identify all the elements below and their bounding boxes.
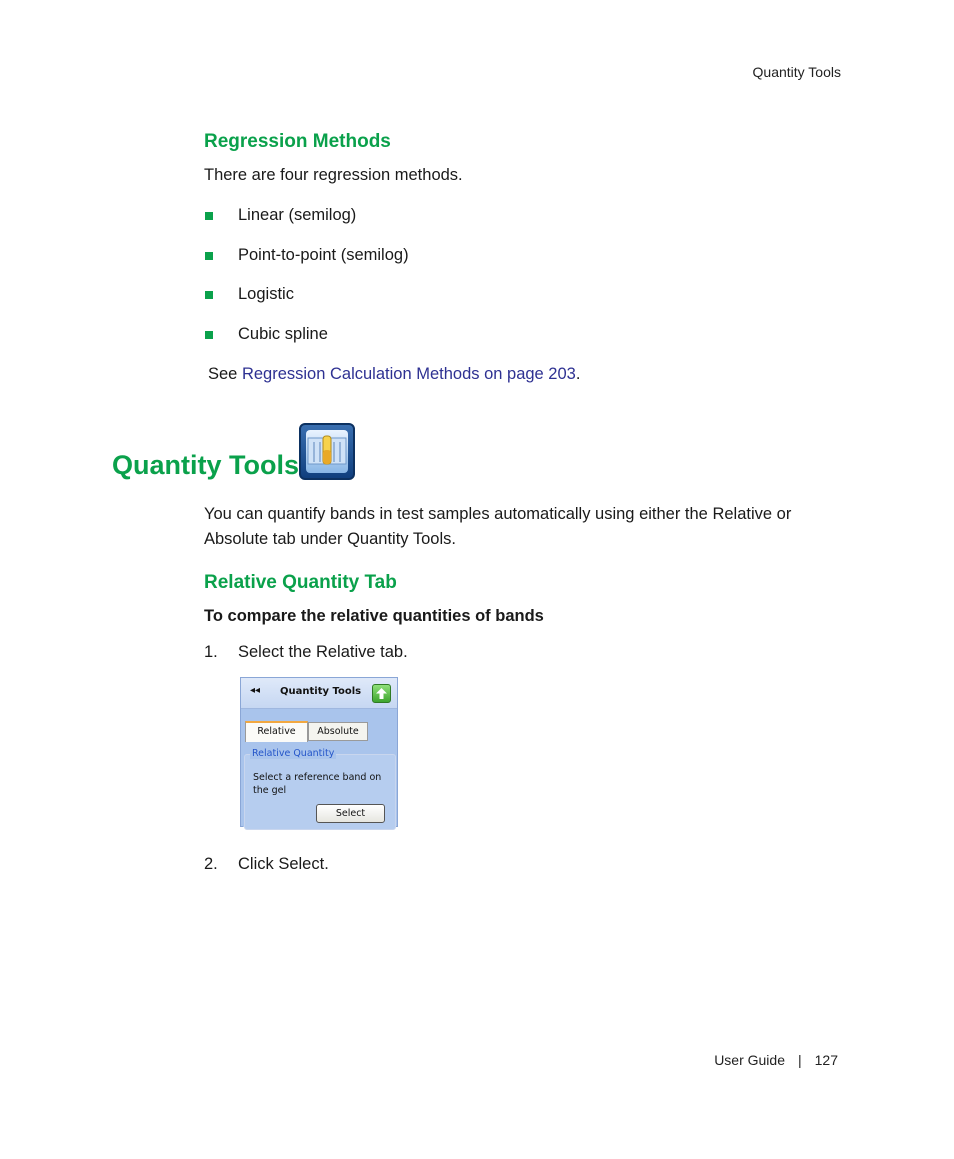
footer-separator: |: [798, 1052, 802, 1068]
see-prefix: See: [208, 365, 242, 383]
panel-header: [241, 678, 397, 709]
see-suffix: .: [575, 365, 581, 383]
quantity-tools-icon: [299, 423, 355, 480]
procedure-title: To compare the relative quantities of bands: [204, 607, 544, 625]
quantity-tools-heading: Quantity Tools: [112, 450, 299, 480]
select-button[interactable]: Select: [316, 804, 385, 823]
panel-title: Quantity Tools: [280, 686, 362, 697]
instruction-text: [253, 771, 393, 797]
step-text: Click Select.: [238, 855, 329, 873]
step-number: 2.: [204, 855, 218, 873]
instruction-line2: the gel: [253, 785, 287, 796]
page-footer: [714, 1052, 838, 1068]
list-item: Logistic: [238, 285, 294, 303]
up-arrow-icon[interactable]: [372, 684, 391, 703]
see-reference: [208, 362, 580, 387]
list-item: Linear (semilog): [238, 206, 357, 224]
group-label: Relative Quantity: [252, 748, 335, 759]
collapse-arrow-icon[interactable]: ◂◂: [250, 685, 261, 696]
page-number: 127: [814, 1052, 838, 1068]
tab-absolute[interactable]: Absolute: [308, 722, 368, 741]
step-text: Select the Relative tab.: [238, 643, 408, 661]
bullet-icon: [205, 252, 213, 260]
bullet-icon: [205, 331, 213, 339]
footer-label: User Guide: [714, 1052, 785, 1068]
list-item: Cubic spline: [238, 325, 328, 343]
regression-intro: There are four regression methods.: [204, 166, 463, 184]
tab-relative[interactable]: Relative: [245, 721, 308, 742]
regression-calculation-link[interactable]: Regression Calculation Methods on page 203: [241, 365, 576, 383]
regression-methods-heading: Regression Methods: [204, 131, 391, 152]
quantity-tools-paragraph-line1: You can quantify bands in test samples automatically using either the Relative or: [204, 505, 792, 523]
instruction-line1: Select a reference band on: [253, 772, 382, 783]
quantity-tools-paragraph-line2: Absolute tab under Quantity Tools.: [204, 530, 456, 548]
relative-quantity-tab-heading: Relative Quantity Tab: [204, 572, 397, 593]
quantity-tools-panel-screenshot: [240, 677, 398, 827]
vial-graphic: [306, 430, 348, 473]
bullet-icon: [205, 291, 213, 299]
list-item: Point-to-point (semilog): [238, 246, 409, 264]
step-number: 1.: [204, 643, 218, 661]
bullet-icon: [205, 212, 213, 220]
quantity-tools-icon-inner: [306, 430, 348, 473]
running-head: Quantity Tools: [752, 64, 841, 80]
